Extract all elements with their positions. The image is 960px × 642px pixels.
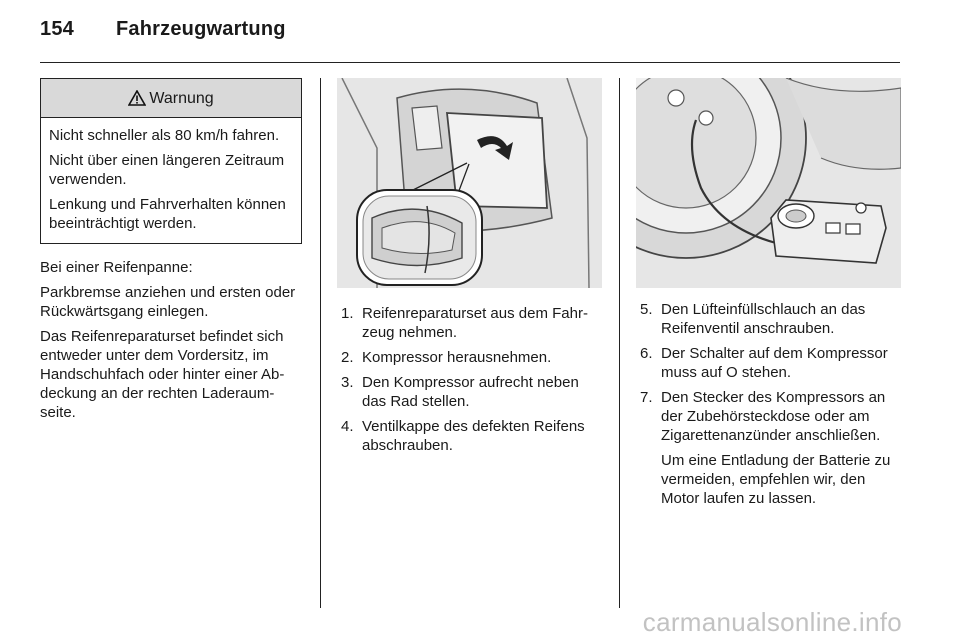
list-item xyxy=(337,348,602,367)
page-number: 154 xyxy=(40,18,74,40)
warning-title: Warnung xyxy=(149,89,214,107)
step-number: 7. xyxy=(640,389,653,406)
paragraph: Bei einer Reifenpanne: xyxy=(40,259,193,276)
page-header xyxy=(40,18,286,41)
header-rule xyxy=(40,62,900,63)
list-item xyxy=(337,417,602,455)
step-text: Ventilkappe des defekten Reifens abschrauben. xyxy=(362,418,585,454)
step-text: Reifenreparaturset aus dem Fahrzeug nehmen. xyxy=(362,305,588,341)
column-middle xyxy=(337,78,602,461)
step-text: Kompressor herausnehmen. xyxy=(362,349,552,366)
column-left xyxy=(40,78,302,428)
figure-compressor-connection xyxy=(636,78,901,288)
steps-list xyxy=(636,300,900,508)
step-number: 1. xyxy=(341,305,354,322)
column-divider xyxy=(619,78,620,608)
list-item xyxy=(636,344,900,382)
section-title: Fahrzeugwartung xyxy=(116,18,286,40)
column-divider xyxy=(320,78,321,608)
warning-box xyxy=(40,78,302,244)
paragraph: Das Reifenreparaturset befindet sich entweder unter dem Vordersitz, im Handschuhfach oder hinter einer Abdeckung an der rechten Laderaumseite. xyxy=(40,328,285,421)
step-number: 6. xyxy=(640,345,653,362)
watermark: carmanualsonline.info xyxy=(642,607,902,637)
warning-triangle-icon xyxy=(128,90,146,106)
step-number: 5. xyxy=(640,301,653,318)
list-item xyxy=(636,388,900,508)
step-text: Den Stecker des Kompressors an der Zubehörsteckdose oder am Zigarettenanzünder anschließen. xyxy=(661,389,886,444)
repair-kit-illustration xyxy=(337,78,602,288)
step-note: Um eine Entladung der Batterie zu vermeiden, empfehlen wir, den Motor laufen zu lassen. xyxy=(661,452,891,507)
paragraph: Parkbremse anziehen und ersten oder Rückwärtsgang einlegen. xyxy=(40,284,296,320)
list-item xyxy=(337,373,602,411)
step-number: 2. xyxy=(341,349,354,366)
column-right xyxy=(636,78,900,514)
steps-list xyxy=(337,304,602,455)
warning-paragraph: Nicht über einen längeren Zeitraum verwenden. xyxy=(49,152,285,188)
list-item xyxy=(636,300,900,338)
warning-paragraph: Lenkung und Fahrverhalten können beeinträchtigt werden. xyxy=(49,196,286,232)
warning-body xyxy=(41,118,301,243)
list-item xyxy=(337,304,602,342)
compressor-illustration xyxy=(636,78,901,288)
step-text: Der Schalter auf dem Kompressor muss auf O stehen. xyxy=(661,345,888,381)
step-number: 3. xyxy=(341,374,354,391)
figure-repair-kit-location xyxy=(337,78,602,288)
step-text: Den Kompressor aufrecht neben das Rad stellen. xyxy=(362,374,579,410)
step-number: 4. xyxy=(341,418,354,435)
warning-header xyxy=(41,79,301,118)
body-text xyxy=(40,258,302,422)
warning-paragraph: Nicht schneller als 80 km/h fahren. xyxy=(49,127,280,144)
step-text: Den Lüfteinfüllschlauch an das Reifenventil anschrauben. xyxy=(661,301,866,337)
